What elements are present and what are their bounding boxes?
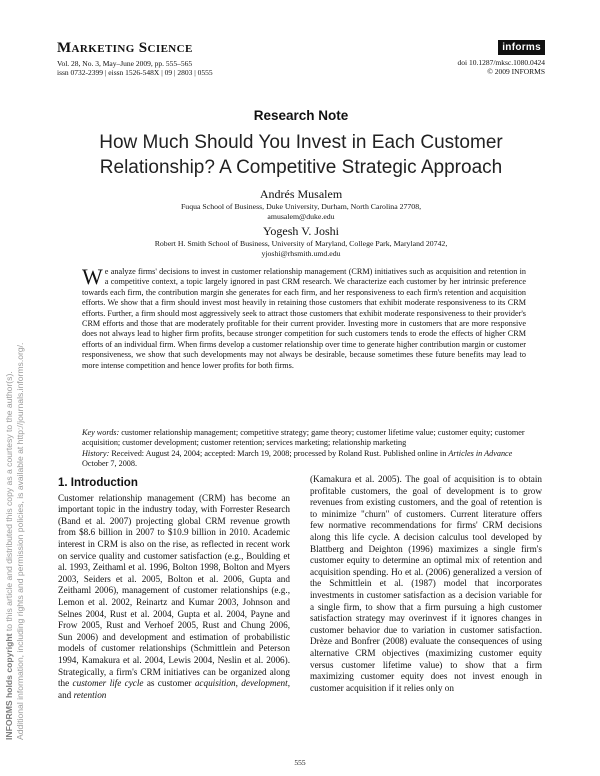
article-title: How Much Should You Invest in Each Customer Relationship? A Competitive Strategic Approach [99, 132, 503, 178]
author-affiliation: Fuqua School of Business, Duke University, Durham, North Carolina 27708, [180, 202, 422, 211]
body-column-left: 1. Introduction Customer relationship management (CRM) has become an important topic in the industry today, with Forrester Research (Band et al. 2007) projecting global CRM revenue growth from $8.6 billion in 2007 to $10.9 billion in 2010. Academic interest in CRM is also on the rise, as reflected in recent work on service quality and customer satisfaction (e.g., Boulding et al. 1993, Zeithaml et al. 1996, Bolton 1998, Bolton and Myers 2003, Seiders et al. 2005, Bolton et al. 2006, Gupta and Zeithaml 2006), management of customer relationships (e.g., Lemon et al. 2002, Reinartz and Kumar 2003, Johnson and Selnes 2004, Rust et al. 2004, Gupta et al. 2004, Payne and Frow 2005, Rust and Verhoef 2005, Rust and Chung 2006, Sun 2006) and development and estimation of probabilistic models of customer relationships (Schmittlein and Peterson 1994, Kamakura et al. 2004, Lewis 2004, Neslin et al. 2006). Strategically, a firm's CRM initiatives can be organized along the customer life cycle as customer acquisition, development, and retention [58, 477, 291, 700]
journal-header [57, 40, 545, 78]
abstract-text: e analyze firms' decisions to invest in customer relationship management (CRM) initiatives such as acquisition and retention in a competitive context, a topic largely ignored in past CRM research. We characterize each customer by her intrinsic preference towards each firm, the contribution margin she generates for each firm, and her responsiveness to each firm's retention and acquisition efforts. We show that a firm should invest most heavily in retaining those customers that exhibit moderate responsiveness to its CRM efforts. Further, a firm should most aggressively seek to attract those customers that exhibit moderate responsiveness to their provider's CRM efforts and those that are moderately profitable for their current provider. Investing more in customers that are more responsive does not always lead to higher firm profits, because stronger competition for such customers tends to erode the effects of higher CRM efforts of an individual firm. When firms develop a customer relationship over time to generate higher contribution margin or customer responsiveness, we show that such developments may not always be desirable, because sometimes these future benefits may lead to more intense competition and hence lower profits for both firms. [82, 267, 526, 370]
author-block-1 [57, 187, 545, 222]
keywords-history [82, 428, 526, 470]
body-column-right: (Kamakura et al. 2005). The goal of acquisition is to obtain profitable customers, the goal of development is to grow revenues from existing customers, and the goal of retention is to minimize "churn" of customers. Current literature offers few normative recommendations for firms' CRM decisions along this life cycle. A decision calculus tool developed by Blattberg and Deighton (1996) maximizes a single firm's customer equity to determine an optimal mix of retention and acquisition spending. Ho et al. (2006) generalized a version of the Schmittlein et al. (1987) model that incorporates investments in customer satisfaction as a decision variable for a single firm, to show that a firm pursuing a high customer satisfaction strategy may overinvest if it ignores changes in customer behavior due to variation in customer satisfaction. Drèze and Bonfrer (2008) evaluate the consequences of using alternative CRM objectives (maximizing customer equity versus customer lifetime value) to show that a firm maximizing customer equity does not invest enough in customer acquisition if it relies only on [310, 474, 542, 693]
journal-title: Marketing Science [57, 40, 193, 56]
author-name: Andrés Musalem [259, 187, 343, 201]
doi: doi 10.1287/mksc.1080.0424 [457, 58, 545, 67]
copyright: © 2009 INFORMS [487, 67, 545, 77]
informs-logo: informs [498, 40, 545, 55]
author-email: amusalem@duke.edu [267, 212, 335, 221]
author-name: Yogesh V. Joshi [262, 224, 340, 238]
sidebar-line-1: INFORMS holds copyright to this article and distributed this copy as a courtesy to the author(s). [4, 371, 14, 740]
author-email: yjoshi@rhsmith.umd.edu [261, 249, 341, 258]
journal-volume: Vol. 28, No. 3, May–June 2009, pp. 555–565 [57, 59, 193, 68]
abstract-dropcap: W [82, 264, 103, 289]
abstract [82, 264, 526, 371]
author-affiliation: Robert H. Smith School of Business, University of Maryland, College Park, Maryland 20742, [154, 239, 448, 248]
section-heading: 1. Introduction [58, 477, 138, 489]
history: History: Received: August 24, 2004; accepted: March 19, 2008; processed by Roland Rust. Published online in Articles in Advance October 7, 2008. [82, 448, 513, 469]
article-type: Research Note [253, 108, 349, 123]
journal-issn: issn 0732-2399 | eissn 1526-548X | 09 | 2803 | 0555 [57, 68, 213, 78]
sidebar-line-2: Additional information, including rights and permission policies, is available at http://journals.informs.org/. [14, 342, 25, 740]
copyright-sidebar [4, 140, 34, 740]
author-block-2 [57, 224, 545, 259]
page-number: 555 [294, 758, 306, 767]
keywords: Key words: customer relationship management; competitive strategy; game theory; customer lifetime value; customer equity; customer acquisition; customer development; customer retention; services marketing; relationship marketing [82, 428, 525, 448]
